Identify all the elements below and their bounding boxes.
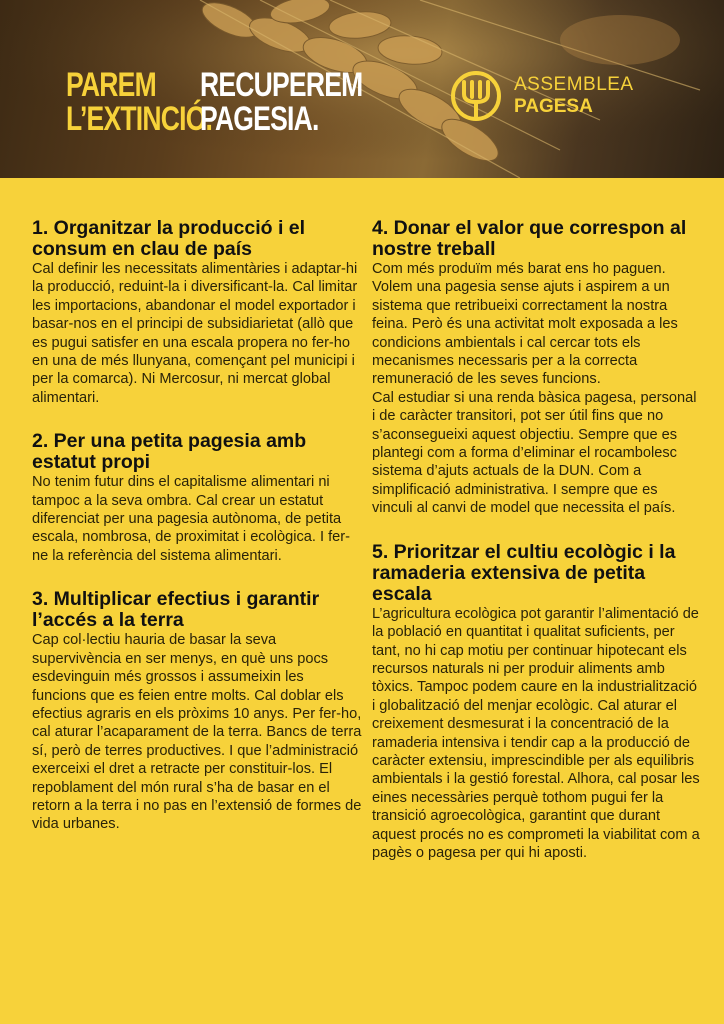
left-column (32, 218, 362, 858)
section-5 (372, 542, 702, 863)
slogan-left (66, 68, 212, 136)
slogan-left-line-2: L’EXTINCIÓ. (66, 100, 213, 138)
section-2-title: 2. Per una petita pagesia amb estatut propi (32, 430, 307, 474)
section-1-body: Cal definir les necessitats alimentàries i adaptar-hi la producció, reduint-la i diversificant-la. Cal limitar les importacions, abandonar el model exportador i basar-nos en el principi de subsidiarietat (allò que es pugui satisfer en una escala propera no fer-ho en una de més llunyana, començant pel municipi i per la comarca). Ni Mercosur, ni mercat global alimentari. (32, 261, 358, 406)
section-2 (32, 431, 362, 565)
section-3 (32, 589, 362, 833)
section-5-body: L’agricultura ecològica pot garantir l’alimentació de la població en quantitat i qualitat suficients, per tant, no hi cap motiu per continuar hipotecant els recursos naturals ni per produir aliments amb tòxics. Tampoc podem caure en la industrialització i globalització del menjar ecològic. Cal aturar el creixement desmesurat i la concentració de la ramaderia intensiva i tendir cap a la producció de caràcter extensiu, imprescindible per als equilibris ambientals i la gestió forestal. Alhora, cal posar les eines necessàries perquè tothom pugui fer la transició agroecològica, garantint que durant aquest procés no es comprometi la viabilitat com a pagès o pagesa per qui hi aposti. (372, 605, 700, 861)
slogan-right (200, 68, 362, 136)
section-5-title: 5. Prioritzar el cultiu ecològic i la ramaderia extensiva de petita escala (372, 540, 676, 605)
section-4-body: Com més produïm més barat ens ho paguen. Volem una pagesia sense ajuts i aspirem a un sistema que retribueixi correctament la nostra feina. Però és una activitat molt exposada a les condicions ambientals i cal cercar tots els mecanismes necessaris per a la correcta remuneració de les seves funcions. (372, 261, 678, 388)
logo-text-line-2: PAGESA (514, 96, 593, 117)
section-4-title: 4. Donar el valor que correspon al nostre treball (372, 217, 687, 260)
section-1 (32, 218, 362, 407)
logo-text-line-1: ASSEMBLEA (514, 74, 634, 95)
fork-icon (450, 70, 502, 122)
right-column (372, 218, 702, 886)
section-2-body: No tenim futur dins el capitalisme alimentari ni tampoc a la seva ombra. Cal crear un estatut diferenciat per una pagesia autònoma, de petita escala, nombrosa, de proximitat i ecològica. I fer-ne la referència del sistema alimentari. (32, 474, 350, 564)
assemblea-pagesa-logo (450, 70, 680, 120)
slogan-left-line-1: PAREM (66, 66, 156, 104)
section-1-title: 1. Organitzar la producció i el consum en clau de país (32, 217, 306, 260)
section-4-body-2: Cal estudiar si una renda bàsica pagesa, personal i de caràcter transitori, pot ser útil fins que no s’aconsegueixi aquest objectiu. Sempre que es plantegi com a forma d’eliminar el rocambolesc sistema d’ajuts actuals de la DUN. Com a simplificació administrativa. I sempre que es vinculi al canvi de model que necessita el país. (372, 389, 697, 517)
section-3-body: Cap col·lectiu hauria de basar la seva supervivència en ser menys, en què uns pocs esdevinguin més grossos i assumeixin les funcions que es feien entre molts. Cal doblar els efectius agraris en els pròxims 10 anys. Per fer-ho, cal aturar l’acaparament de la terra. Bancs de terra sí, però de terres productives. I que l’administració exerceixi el dret a retracte per constituir-los. El repoblament del món rural s’ha de basar en el retorn a la terra i no pas en l’extensió de formes de vida urbanes. (32, 632, 362, 833)
header-banner (0, 0, 724, 178)
slogan-right-line-1: RECUPEREM (200, 66, 363, 104)
section-4 (372, 218, 702, 518)
slogan-right-line-2: PAGESIA. (200, 100, 319, 138)
section-3-title: 3. Multiplicar efectius i garantir l’accés a la terra (32, 588, 320, 632)
